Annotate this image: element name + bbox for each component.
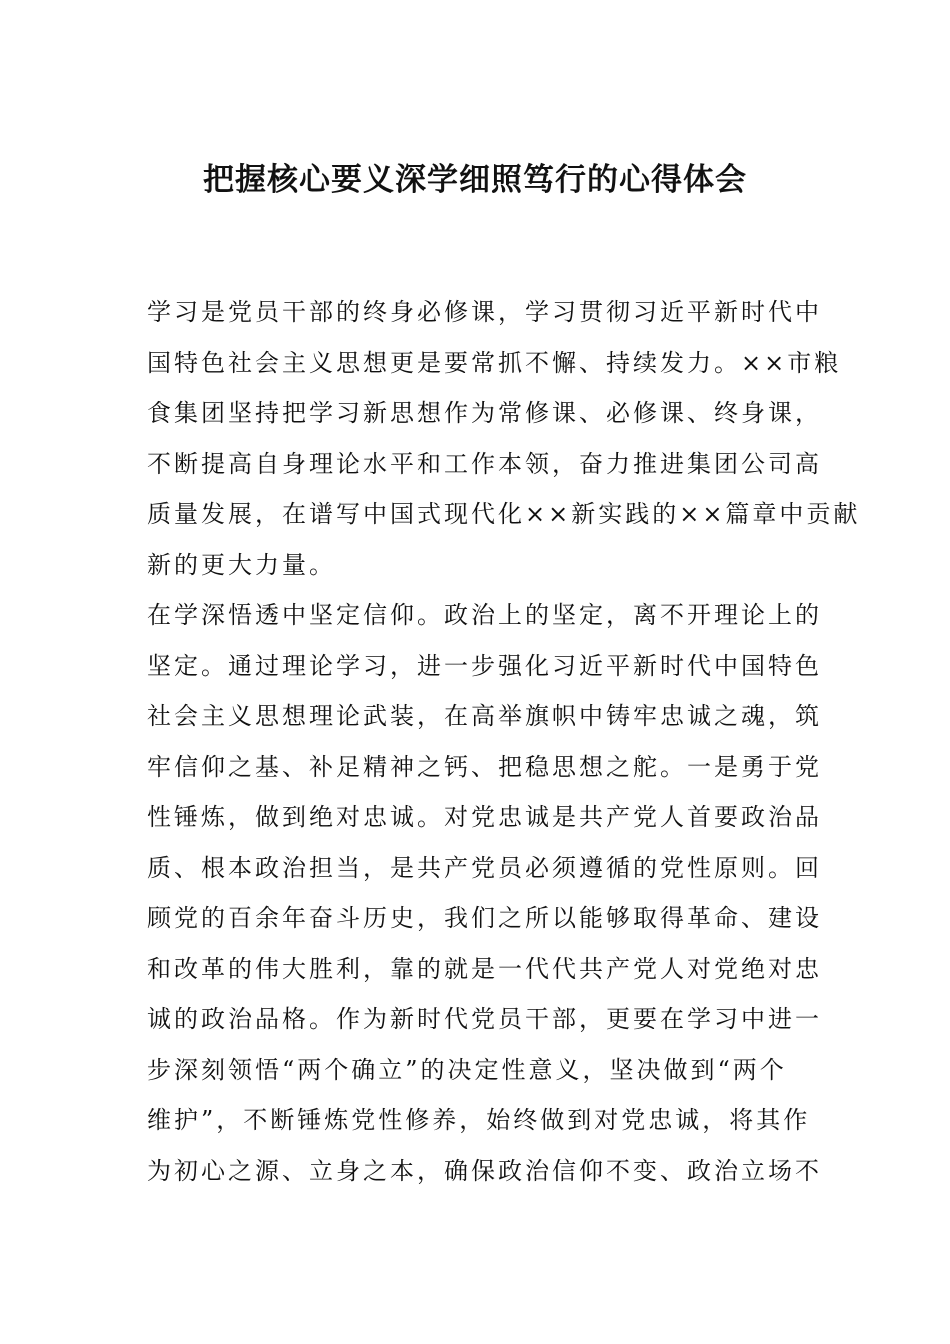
body-line: 新的更大力量。 <box>147 550 336 579</box>
body-line: 维护”，不断锤炼党性修养，始终做到对党忠诚，将其作 <box>147 1106 811 1134</box>
body-line: 和改革的伟大胜利，靠的就是一代代共产党人对党绝对忠 <box>147 954 822 983</box>
body-line: 学习是党员干部的终身必修课，学习贯彻习近平新时代中 <box>147 298 822 326</box>
body-line: 社会主义思想理论武装，在高举旗帜中铸牢忠诚之魂，筑 <box>147 702 822 730</box>
body-line: 坚定。通过理论学习，进一步强化习近平新时代中国特色 <box>147 651 822 680</box>
body-line: 性锤炼，做到绝对忠诚。对党忠诚是共产党人首要政治品 <box>147 803 822 831</box>
body-line: 顾党的百余年奋斗历史，我们之所以能够取得革命、建设 <box>147 904 822 932</box>
body-line: 诚的政治品格。作为新时代党员干部，更要在学习中进一 <box>147 1005 822 1033</box>
body-line: 在学深悟透中坚定信仰。政治上的坚定，离不开理论上的 <box>147 601 822 629</box>
body-line: 不断提高自身理论水平和工作本领，奋力推进集团公司高 <box>147 449 822 478</box>
document-title: 把握核心要义深学细照笃行的心得体会 <box>203 162 747 198</box>
body-line: 国特色社会主义思想更是要常抓不懈、持续发力。××市粮 <box>147 348 842 377</box>
body-line: 为初心之源、立身之本，确保政治信仰不变、政治立场不 <box>147 1156 822 1185</box>
body-line: 牢信仰之基、补足精神之钙、把稳思想之舵。一是勇于党 <box>147 752 822 781</box>
document-body <box>147 287 861 1196</box>
body-line: 质量发展，在谱写中国式现代化××新实践的××篇章中贡献 <box>147 500 861 528</box>
body-line: 食集团坚持把学习新思想作为常修课、必修课、终身课， <box>147 399 822 427</box>
body-line: 步深刻领悟“两个确立”的决定性意义，坚决做到“两个 <box>147 1055 787 1084</box>
body-line: 质、根本政治担当，是共产党员必须遵循的党性原则。回 <box>147 853 822 882</box>
